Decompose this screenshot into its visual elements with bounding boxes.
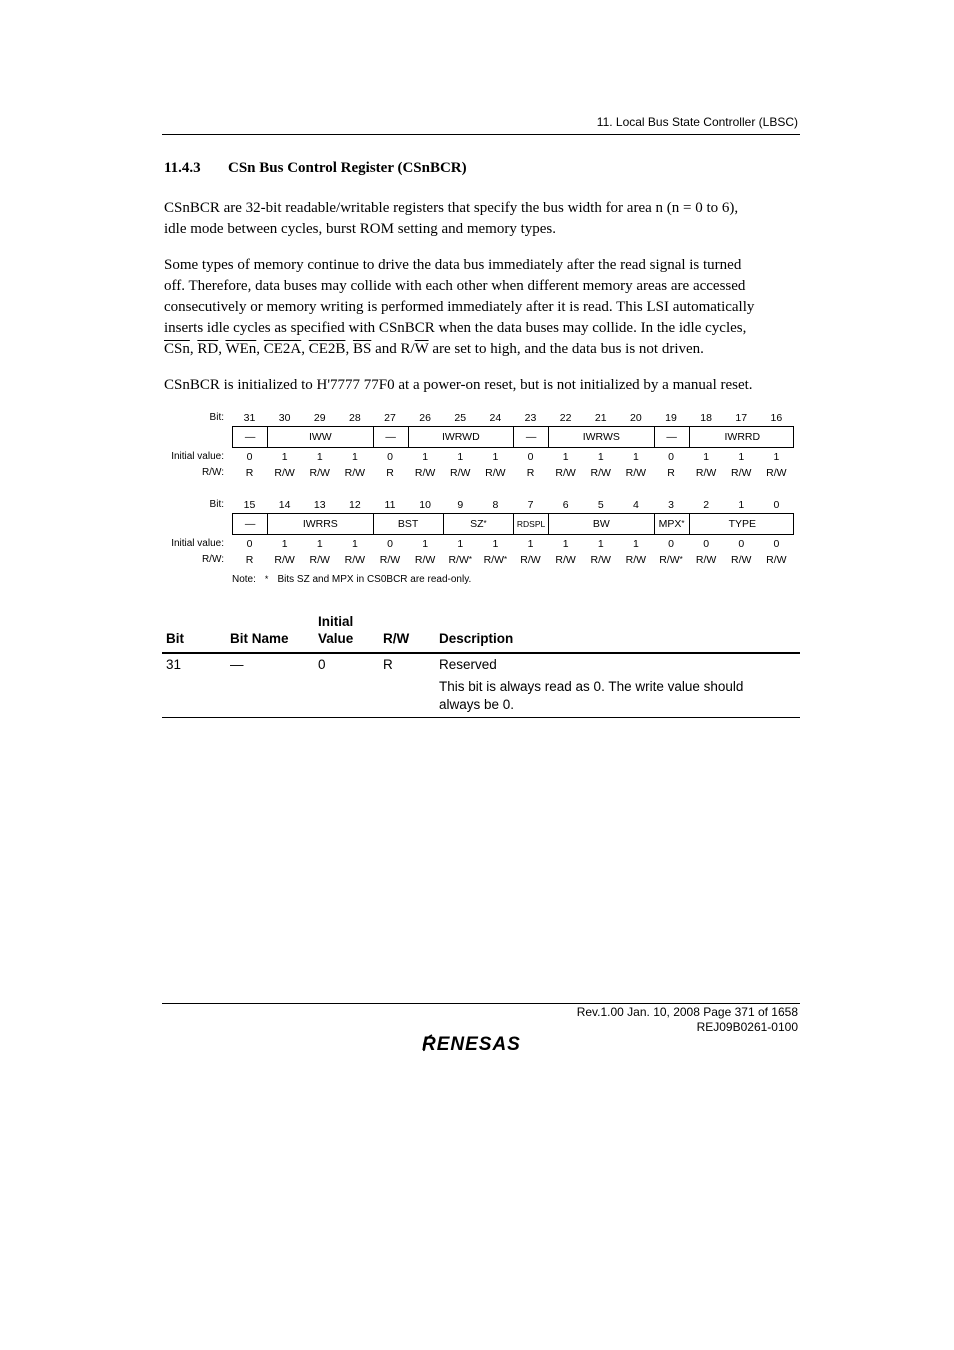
initial-value: 0 <box>387 538 393 550</box>
bit-number: 28 <box>349 412 361 424</box>
bit-number: 27 <box>384 412 396 424</box>
bit-number: 21 <box>594 412 607 424</box>
register-field <box>268 514 373 534</box>
bit-number: 5 <box>597 499 604 511</box>
note-text: Bits SZ and MPX in CS0BCR are read-only. <box>277 574 472 585</box>
initial-value: 1 <box>281 451 288 463</box>
table-bottom-rule <box>162 717 800 718</box>
rw-text: R/W <box>309 554 330 566</box>
signal-ce2b: CE2B <box>308 341 346 357</box>
rw-text: R <box>245 467 254 479</box>
initial-value: 1 <box>527 538 534 550</box>
bit-number: 24 <box>489 412 502 424</box>
row-desc-line: This bit is always read as 0. The write value should <box>439 679 744 694</box>
rw-value <box>757 554 796 566</box>
label-initial-value: Initial value: <box>171 451 224 462</box>
signal-csn: $\overline{CSn}$ <box>164 341 190 357</box>
signal-rd: $\overline{RD}$ <box>197 341 219 357</box>
rw-text: R/W <box>766 554 787 566</box>
initial-value: 1 <box>422 538 429 550</box>
rw-value <box>581 467 620 479</box>
rw-value <box>511 467 550 479</box>
initial-value: 0 <box>703 538 710 550</box>
rw-text: R/W <box>344 554 366 566</box>
rw-value <box>546 554 585 566</box>
rw-text: R/W <box>590 554 611 566</box>
rw-text: R/W <box>695 467 717 479</box>
register-field <box>444 514 514 534</box>
initial-value: 1 <box>562 538 569 550</box>
rw-value <box>300 554 339 566</box>
signal-ce2a: CE2A <box>263 341 302 357</box>
paragraph-2 <box>164 255 804 360</box>
bit-number: 14 <box>278 499 291 511</box>
register-field <box>514 427 549 447</box>
initial-value: 0 <box>773 538 780 550</box>
rw-text: R/W <box>555 467 576 479</box>
initial-value: 0 <box>668 538 674 550</box>
field-name: — <box>666 431 677 443</box>
initial-value: 1 <box>773 451 780 463</box>
row-initial: 0 <box>318 657 326 672</box>
bit-number: 22 <box>559 412 572 424</box>
rw-value <box>757 467 796 479</box>
rw-text: R/W <box>414 554 436 566</box>
rw-text: R/W <box>414 467 436 479</box>
section-heading: CSn Bus Control Register (CSnBCR) <box>228 160 467 176</box>
rw-value <box>581 554 620 566</box>
initial-value: 1 <box>351 538 358 550</box>
row-bit-name: — <box>230 657 244 672</box>
paragraph-tail: are set to high, and the data bus is not driven. <box>428 341 704 357</box>
rw-text: R/W <box>450 467 471 479</box>
rw-text: R/W <box>731 467 752 479</box>
signal-bs: $\overline{BS}$ <box>352 341 372 357</box>
rw-text: R/W <box>379 554 401 566</box>
bit-number: 4 <box>632 499 639 511</box>
table-header-rule <box>162 652 800 654</box>
rw-star: * <box>679 555 683 564</box>
initial-value: 1 <box>632 451 639 463</box>
rw-text: R/W <box>766 467 787 479</box>
bit-number: 8 <box>492 499 499 511</box>
row-desc-title: Reserved <box>439 657 497 672</box>
rw-value <box>335 554 374 566</box>
register-field <box>549 514 654 534</box>
label-initial-value: Initial value: <box>171 538 224 549</box>
initial-value: 1 <box>316 538 323 550</box>
bit-number: 6 <box>562 499 569 511</box>
row-rw: R <box>383 657 393 672</box>
rw-text: R/W <box>483 554 505 566</box>
rw-text: R/W <box>448 554 469 566</box>
label-rw: R/W: <box>201 554 224 565</box>
note-star: * <box>264 574 269 584</box>
paragraph-line: CSnBCR are 32-bit readable/writable registers that specify the bus width for area n (n = 0 to 6), <box>164 200 739 216</box>
rw-text: R/W <box>344 467 366 479</box>
row-bit: 31 <box>166 657 182 672</box>
row-desc-body <box>439 678 799 714</box>
field-name: BW <box>592 518 610 530</box>
field-name: TYPE <box>728 518 757 530</box>
rw-text: R/W <box>485 467 506 479</box>
field-name: SZ <box>470 518 484 530</box>
initial-value: 0 <box>738 538 745 550</box>
col-header-rw: R/W <box>383 631 410 646</box>
field-name: IWRWD <box>441 431 480 443</box>
bit-number: 31 <box>243 412 256 424</box>
bit-number: 2 <box>703 499 710 511</box>
rw-text: R/W <box>625 467 647 479</box>
bit-number: 0 <box>773 499 780 511</box>
bit-number: 3 <box>668 499 674 511</box>
bit-number: 26 <box>419 412 431 424</box>
rw-value <box>265 554 304 566</box>
bit-number: 18 <box>700 412 712 424</box>
bit-number: 9 <box>457 499 464 511</box>
initial-value: 1 <box>281 538 288 550</box>
field-name: IWRRS <box>302 518 338 530</box>
register-field <box>655 427 690 447</box>
running-header: 11. Local Bus State Controller (LBSC) <box>596 115 798 129</box>
rw-value <box>687 467 726 479</box>
initial-value: 1 <box>351 451 358 463</box>
signal-r: R/ <box>400 341 415 357</box>
bit-number: 10 <box>419 499 431 511</box>
initial-value: 1 <box>738 451 745 463</box>
register-field <box>655 514 690 534</box>
paragraph-line: consecutively or memory writing is performed immediately after it is read. This LSI automatically <box>164 299 755 315</box>
label-bit: Bit: <box>209 499 224 510</box>
rw-text: R/W <box>274 467 295 479</box>
signal-wen: $\overline{WEn}$ <box>225 341 257 357</box>
rw-value <box>371 554 410 566</box>
rw-value <box>265 467 304 479</box>
footer-revision <box>577 1005 798 1035</box>
bit-number: 20 <box>630 412 642 424</box>
register-field <box>233 514 268 534</box>
bit-number: 23 <box>524 412 537 424</box>
register-field <box>233 427 268 447</box>
col-header-initial <box>318 613 353 647</box>
field-name: BST <box>397 518 419 530</box>
initial-value: 1 <box>703 451 710 463</box>
field-name: — <box>244 518 256 530</box>
rw-text: R/W <box>520 554 541 566</box>
rw-text: R/W <box>625 554 647 566</box>
col-header-bit: Bit <box>166 631 184 646</box>
bit-number: 1 <box>738 499 745 511</box>
initial-value: 1 <box>457 451 464 463</box>
renesas-logo-mark <box>420 1030 544 1056</box>
initial-value: 0 <box>668 451 674 463</box>
bit-number: 30 <box>278 412 291 424</box>
rw-value <box>230 554 269 566</box>
rw-value <box>335 467 374 479</box>
row-desc-line: always be 0. <box>439 697 515 712</box>
rw-star: * <box>468 555 473 564</box>
register-field <box>374 427 409 447</box>
rw-value <box>687 554 726 566</box>
rw-text: R/W <box>731 554 752 566</box>
initial-value: 0 <box>246 451 253 463</box>
rw-text: R <box>667 467 675 479</box>
field-name: RDSPL <box>516 519 546 529</box>
header-rule <box>162 134 800 135</box>
initial-value: 1 <box>597 538 604 550</box>
bit-number: 13 <box>313 499 326 511</box>
bit-number: 12 <box>349 499 361 511</box>
rw-value <box>371 467 410 479</box>
bit-number: 7 <box>527 499 534 511</box>
bit-number: 17 <box>735 412 748 424</box>
field-name: IWW <box>308 431 332 443</box>
register-note <box>232 574 471 585</box>
field-star: * <box>483 519 487 528</box>
bit-number: 16 <box>770 412 783 424</box>
rw-text: R/W <box>555 554 576 566</box>
paragraph-line: $\overline{CSn}$, $\overline{RD}$, $\overline{WEn}$, CE2A, CE2B, $\overline{BS}$ and $R/\overline{W}$ are set to high, and the data bus is not driven. <box>164 341 704 357</box>
field-name: — <box>385 431 396 443</box>
label-rw: R/W: <box>201 467 224 478</box>
initial-value: 1 <box>492 538 499 550</box>
rw-text: R/W <box>695 554 717 566</box>
rw-text: R/W <box>309 467 330 479</box>
renesas-logo-text: RENESAS <box>422 1034 521 1055</box>
initial-value: 0 <box>527 451 534 463</box>
initial-value: 1 <box>457 538 464 550</box>
col-header-initial-line1: Initial <box>318 614 354 629</box>
register-field <box>374 514 444 534</box>
register-field <box>514 514 549 534</box>
footer-doc-id: REJ09B0261-0100 <box>696 1020 798 1034</box>
footer-rule <box>162 1003 800 1004</box>
initial-value: 0 <box>387 451 393 463</box>
register-field <box>690 427 795 447</box>
paragraph-line: Some types of memory continue to drive the data bus immediately after the read signal is turned <box>164 257 742 273</box>
register-field <box>549 427 654 447</box>
rw-text: R <box>526 467 535 479</box>
rw-value <box>511 554 550 566</box>
section-title <box>164 160 467 177</box>
rw-value <box>476 554 515 566</box>
bit-number: 11 <box>384 499 396 511</box>
rw-value <box>441 467 480 479</box>
register-field-row <box>232 513 794 535</box>
bit-number: 15 <box>243 499 256 511</box>
signal-w: $\overline{W}$ <box>414 341 429 357</box>
rw-value <box>722 467 761 479</box>
rw-text: R/W <box>274 554 295 566</box>
rw-star: * <box>504 555 508 564</box>
rw-value <box>722 554 761 566</box>
col-header-description: Description <box>439 631 514 646</box>
initial-value: 1 <box>492 451 499 463</box>
rw-value <box>616 554 655 566</box>
register-field <box>690 514 795 534</box>
bit-number: 19 <box>665 412 677 424</box>
note-label: Note: <box>232 574 256 585</box>
field-name: — <box>244 431 256 443</box>
rw-value <box>652 554 691 566</box>
paragraph-line: idle mode between cycles, burst ROM setting and memory types. <box>164 221 556 237</box>
initial-value: 1 <box>316 451 323 463</box>
col-header-bit-name: Bit Name <box>230 631 289 646</box>
paragraph-1 <box>164 198 804 240</box>
field-name: MPX <box>658 518 682 530</box>
field-name: IWRRD <box>724 431 761 443</box>
rw-text: R <box>245 554 254 566</box>
rw-text: R/W <box>590 467 611 479</box>
initial-value: 0 <box>246 538 253 550</box>
bit-number: 29 <box>313 412 326 424</box>
rw-value <box>616 467 655 479</box>
label-bit: Bit: <box>209 412 224 423</box>
initial-value: 1 <box>422 451 429 463</box>
initial-value: 1 <box>562 451 569 463</box>
field-star: * <box>681 519 685 528</box>
register-field <box>409 427 514 447</box>
field-name: IWRWS <box>582 431 620 443</box>
col-header-initial-line2: Value <box>318 631 354 646</box>
rw-value <box>230 467 269 479</box>
register-field <box>268 427 373 447</box>
rw-text: R/W <box>659 554 680 566</box>
paragraph-line: inserts idle cycles as specified with CSnBCR when the data buses may collide. In the idle cycles, <box>164 320 747 336</box>
initial-value: 1 <box>632 538 639 550</box>
rw-value <box>300 467 339 479</box>
rw-value <box>546 467 585 479</box>
renesas-logo <box>420 1030 544 1061</box>
rw-value <box>406 554 445 566</box>
field-name: — <box>525 431 537 443</box>
rw-value <box>652 467 691 479</box>
rw-value <box>476 467 515 479</box>
footer-rev-line: Rev.1.00 Jan. 10, 2008 Page 371 of 1658 <box>576 1005 798 1019</box>
rw-value <box>406 467 445 479</box>
rw-value <box>441 554 480 566</box>
initial-value: 1 <box>597 451 604 463</box>
register-field-row <box>232 426 794 448</box>
section-number: 11.4.3 <box>164 160 201 176</box>
rw-text: R <box>386 467 394 479</box>
paragraph-line: off. Therefore, data buses may collide with each other when different memory areas are accessed <box>164 278 746 294</box>
bit-number: 25 <box>454 412 467 424</box>
paragraph-3: CSnBCR is initialized to H'7777 77F0 at a power-on reset, but is not initialized by a manual reset. <box>164 377 753 393</box>
